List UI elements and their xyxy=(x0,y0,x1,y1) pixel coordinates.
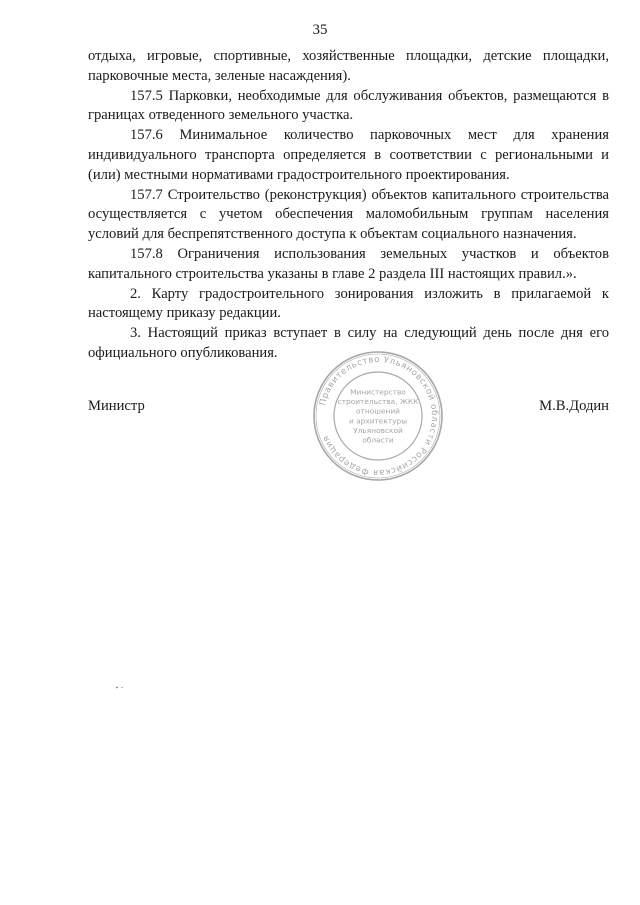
seal-center-line: и архитектуры xyxy=(348,416,408,426)
paragraph-item-3: 3. Настоящий приказ вступает в силу на следующий день после дня его официального опубликования. xyxy=(88,325,609,361)
paragraph-item-2: 2. Карту градостроительного зонирования изложить в прилагаемой к настоящему приказу редакции. xyxy=(88,285,609,322)
seal-center-line: Министерство xyxy=(350,387,406,397)
paragraph-157-6: 157.6 Минимальное количество парковочных мест для хранения индивидуального транспорта определяется в соответствии с региональными и (или) местными нормативами градостроительного проектирования. xyxy=(88,127,609,183)
seal-center-line: Ульяновской xyxy=(353,425,403,435)
seal-center-line: строительства, ЖКК xyxy=(337,397,419,407)
signer-name: М.В.Додин xyxy=(539,398,609,414)
page-number: 35 xyxy=(312,22,328,38)
paragraph-continuation: отдыха, игровые, спортивные, хозяйственные площадки, детские площадки, парковочные места, зеленые насаждения). xyxy=(88,48,609,84)
svg-text:Правительство Ульяновской обла: Правительство Ульяновской области Российская Федерация xyxy=(318,354,440,478)
document-body xyxy=(88,47,609,364)
paragraph-157-5: 157.5 Парковки, необходимые для обслуживания объектов, размещаются в границах отведенного земельного участка. xyxy=(88,87,609,124)
seal-center-line: отношений xyxy=(356,406,400,416)
official-seal-stamp xyxy=(312,350,444,482)
paragraph-157-7: 157.7 Строительство (реконструкция) объектов капитального строительства осуществляется с учетом обеспечения маломобильным группам населения условий для беспрепятственного доступа к объектам социального назначения. xyxy=(88,186,609,243)
seal-center-line: области xyxy=(362,435,394,445)
paragraph-157-8: 157.8 Ограничения использования земельных участков и объектов капитального строительства указаны в главе 2 раздела III настоящих правил.». xyxy=(88,245,609,282)
scan-speck xyxy=(116,686,124,689)
signer-title: Министр xyxy=(88,398,145,414)
